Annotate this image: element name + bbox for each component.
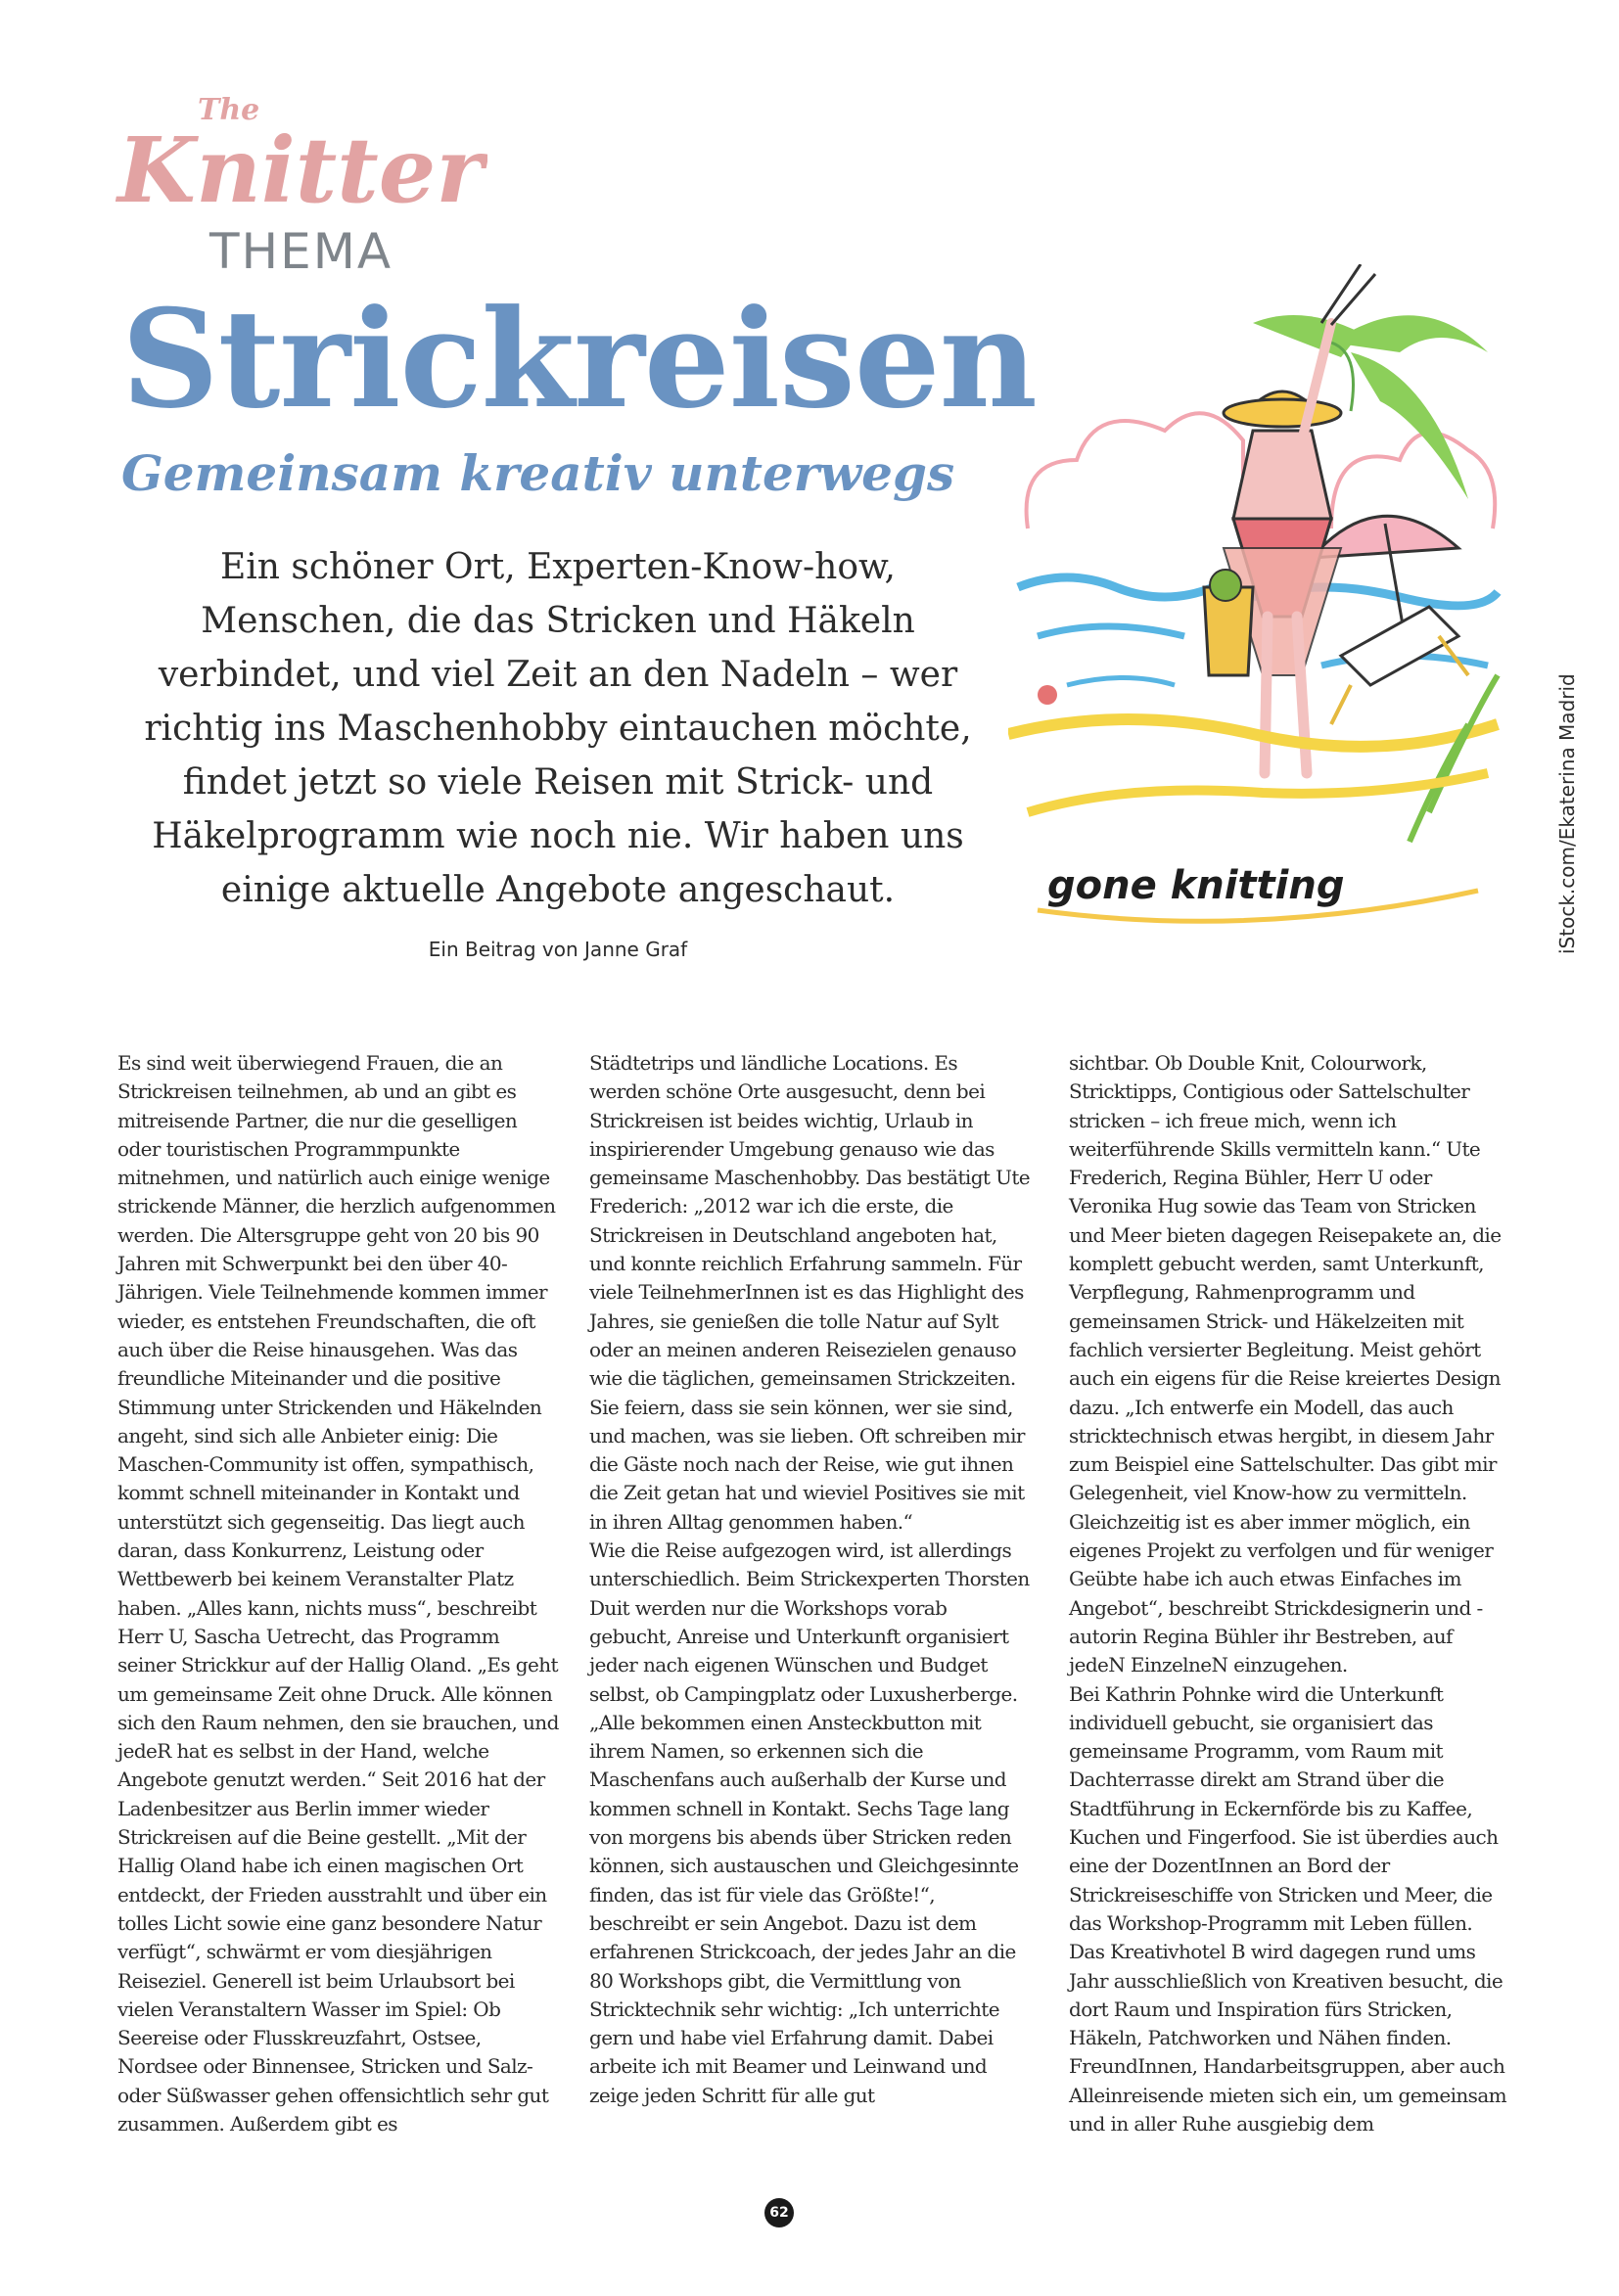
article-title: Strickreisen (121, 279, 1037, 438)
body-column-2 (589, 1049, 1032, 2110)
body-column-3 (1069, 1049, 1511, 2138)
yarn-ball-icon (1210, 570, 1241, 601)
logo-main-text: Knitter (117, 117, 484, 223)
body-paragraph: Wie die Reise aufgezogen wird, ist allerdings unterschiedlich. Beim Strickexperten Thorsten Duit werden nur die Workshops vorab gebucht, Anreise und Unterkunft organisiert jeder nach eigenen Wünschen und Budget selbst, ob Campingplatz oder Luxusherberge. „Alle bekommen einen Ansteckbutton mit ihrem Namen, so erkennen sich die Maschenfans auch außerhalb der Kurse und kommen schnell in Kontakt. Sechs Tage lang von morgens bis abends über Stricken reden können, sich austauschen und Gleichgesinnte finden, das ist für viele das Größte!“, beschreibt er sein Angebot. Dazu ist dem erfahrenen Strickcoach, der jedes Jahr an die 80 Workshops gibt, die Vermittlung von Stricktechnik sehr wichtig: „Ich unterrichte gern und habe viel Erfahrung damit. Dabei arbeite ich mit Beamer und Leinwand und zeige jeden Schritt für alle gut (589, 1538, 1030, 2107)
figure-top (1233, 431, 1331, 519)
deck-chair-icon (1341, 607, 1458, 685)
article-byline: Ein Beitrag von Janne Graf (428, 938, 688, 961)
article-intro: Ein schöner Ort, Experten-Know-how, Menschen, die das Stricken und Häkeln verbindet, und viel Zeit an den Nadeln – wer richtig ins Maschenhobby eintauchen möchte, findet jetzt so viele Reisen mit Strick- und Häkelprogramm wie noch nie. Wir haben uns einige aktuelle Angebote angeschaut. (144, 547, 972, 910)
beach-knitting-illustration (1008, 264, 1507, 969)
article-subtitle: Gemeinsam kreativ unterwegs (121, 444, 955, 502)
gone-knitting-lettering: gone knitting (1047, 863, 1345, 908)
body-paragraph: Bei Kathrin Pohnke wird die Unterkunft individuell gebucht, sie organisiert das gemeinsame Programm, vom Raum mit Dachterrasse direkt am Strand über die Stadtführung in Eckernförde bis zu Kaffee, Kuchen und Fingerfood. Sie ist überdies auch eine der DozentInnen an Bord der Strickreiseschiffe von Stricken und Meer, die das Workshop-Programm mit Leben füllen. (1069, 1681, 1499, 1935)
body-paragraph: Das Kreativhotel B wird dagegen rund ums Jahr ausschließlich von Kreativen besucht, die dort Raum und Inspiration fürs Stricken, Häkeln, Patchworken und Nähen finden. FreundInnen, Handarbeitsgruppen, aber auch Alleinreisende mieten sich ein, um gemeinsam und in aller Ruhe ausgiebig dem (1069, 1940, 1507, 2135)
cloud-right-icon (1331, 433, 1495, 528)
sand-icon (1008, 719, 1498, 747)
image-credit: iStock.com/Ekaterina Madrid (1555, 673, 1579, 954)
illustration-graphic (1008, 264, 1507, 969)
cloud-left-icon (1027, 413, 1243, 528)
logo-small-text: The (198, 93, 260, 127)
body-paragraph: sichtbar. Ob Double Knit, Colourwork, Stricktipps, Contigious oder Sattelschulter stricken – ich freue mich, wenn ich weiterführende Skills vermitteln kann.“ Ute Frederich, Regina Bühler, Herr U oder Veronika Hug sowie das Team von Stricken und Meer bieten dagegen Reisepakete an, die komplett gebucht werden, samt Unterkunft, Verpflegung, Rahmenprogramm und gemeinsamen Strick- und Häkelzeiten mit fachlich versierter Begleitung. Meist gehört auch ein eigens für die Reise kreiertes Design dazu. „Ich entwerfe ein Modell, das auch stricktechnisch etwas hergibt, in diesem Jahr zum Beispiel eine Sattelschulter. Das gibt mir Gelegenheit, viel Know-how zu vermitteln. Gleichzeitig ist es aber immer möglich, ein eigenes Projekt zu verfolgen und für weniger Geübte habe ich auch etwas Einfaches im Angebot“, beschreibt Strickdesignerin und -autorin Regina Bühler ihr Bestreben, auf jedeN EinzelneN einzugehen. (1069, 1051, 1502, 1677)
crab-icon (1038, 685, 1057, 705)
section-label: THEMA (209, 223, 393, 280)
body-paragraph: Es sind weit überwiegend Frauen, die an Strickreisen teilnehmen, ab und an gibt es mitreisende Partner, die nur die geselligen oder touristischen Programmpunkte mitnehmen, und natürlich auch einige wenige strickende Männer, die herzlich aufgenommen werden. Die Altersgruppe geht von 20 bis 90 Jahren mit Schwerpunkt bei den über 40-Jährigen. Viele Teilnehmende kommen immer wieder, es entstehen Freundschaften, die oft auch über die Reise hinausgehen. Was das freundliche Miteinander und die positive Stimmung unter Strickenden und Häkelnden angeht, sind sich alle Anbieter einig: Die Maschen-Community ist offen, sympathisch, kommt schnell miteinander in Kontakt und unterstützt sich gegenseitig. Das liegt auch daran, dass Konkurrenz, Leistung oder Wettbewerb bei keinem Veranstalter Platz haben. „Alles kann, nichts muss“, beschreibt Herr U, Sascha Uetrecht, das Programm seiner Strickkur auf der Hallig Oland. „Es geht um gemeinsame Zeit ohne Druck. Alle können sich den Raum nehmen, den sie brauchen, und jedeR hat es selbst in der Hand, welche Angebote genutzt werden.“ Seit 2016 hat der Ladenbesitzer aus Berlin immer wieder Strickreisen auf die Beine gestellt. „Mit der Hallig Oland habe ich einen magischen Ort entdeckt, der Frieden ausstrahlt und über ein tolles Licht sowie eine ganz besondere Natur verfügt“, schwärmt er vom diesjährigen Reiseziel. Generell ist beim Urlaubsort bei vielen Veranstaltern Wasser im Spiel: Ob Seereise oder Flusskreuzfahrt, Ostsee, Nordsee oder Binnensee, Stricken und Salz- oder Süßwasser gehen offensichtlich sehr gut zusammen. Außerdem gibt es (117, 1051, 559, 2135)
magazine-logo (116, 86, 487, 233)
body-column-1 (117, 1049, 560, 2138)
body-paragraph: Städtetrips und ländliche Locations. Es werden schöne Orte ausgesucht, denn bei Strickreisen ist beides wichtig, Urlaub in inspirierender Umgebung genauso wie das gemeinsame Maschenhobby. Das bestätigt Ute Frederich: „2012 war ich die erste, die Strickreisen in Deutschland angeboten hat, und konnte reichlich Erfahrung sammeln. Für viele TeilnehmerInnen ist es das Highlight des Jahres, sie genießen die tolle Natur auf Sylt oder an meinen anderen Reisezielen genauso wie die täglichen, gemeinsamen Strickzeiten. Sie feiern, dass sie sein können, wer sie sind, und machen, was sie lieben. Oft schreiben mir die Gäste noch nach der Reise, wie gut ihnen die Zeit getan hat und wieviel Positives sie mit in ihren Alltag genommen haben.“ (589, 1051, 1031, 1534)
page-number: 62 (764, 2198, 794, 2227)
knitter-logo-graphic (116, 86, 487, 233)
wave-icon (1018, 577, 1214, 597)
